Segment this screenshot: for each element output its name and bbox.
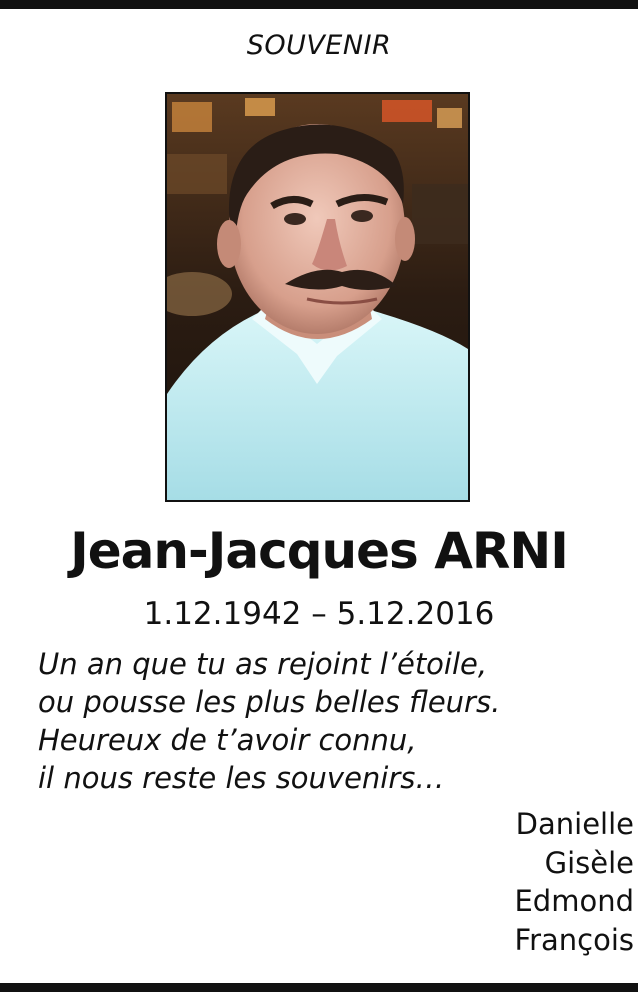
poem-line: ou pousse les plus belles fleurs. (38, 685, 501, 719)
portrait-photo (165, 92, 470, 502)
deceased-name: Jean-Jacques ARNI (70, 522, 568, 580)
bottom-rule (0, 983, 638, 992)
signature-name: Gisèle (544, 845, 634, 880)
signatures (514, 805, 634, 959)
top-rule (0, 0, 638, 9)
poem-line: il nous reste les souvenirs… (38, 761, 445, 795)
notice-header: SOUVENIR (246, 30, 392, 61)
life-dates: 1.12.1942 – 5.12.2016 (143, 596, 495, 632)
poem-line: Un an que tu as rejoint l’étoile, (38, 647, 488, 681)
signature-name: Danielle (515, 807, 634, 841)
signature-name: Edmond (514, 884, 634, 918)
signature-name: François (514, 922, 634, 957)
memorial-poem (38, 645, 618, 797)
poem-line: Heureux de t’avoir connu, (38, 723, 417, 757)
